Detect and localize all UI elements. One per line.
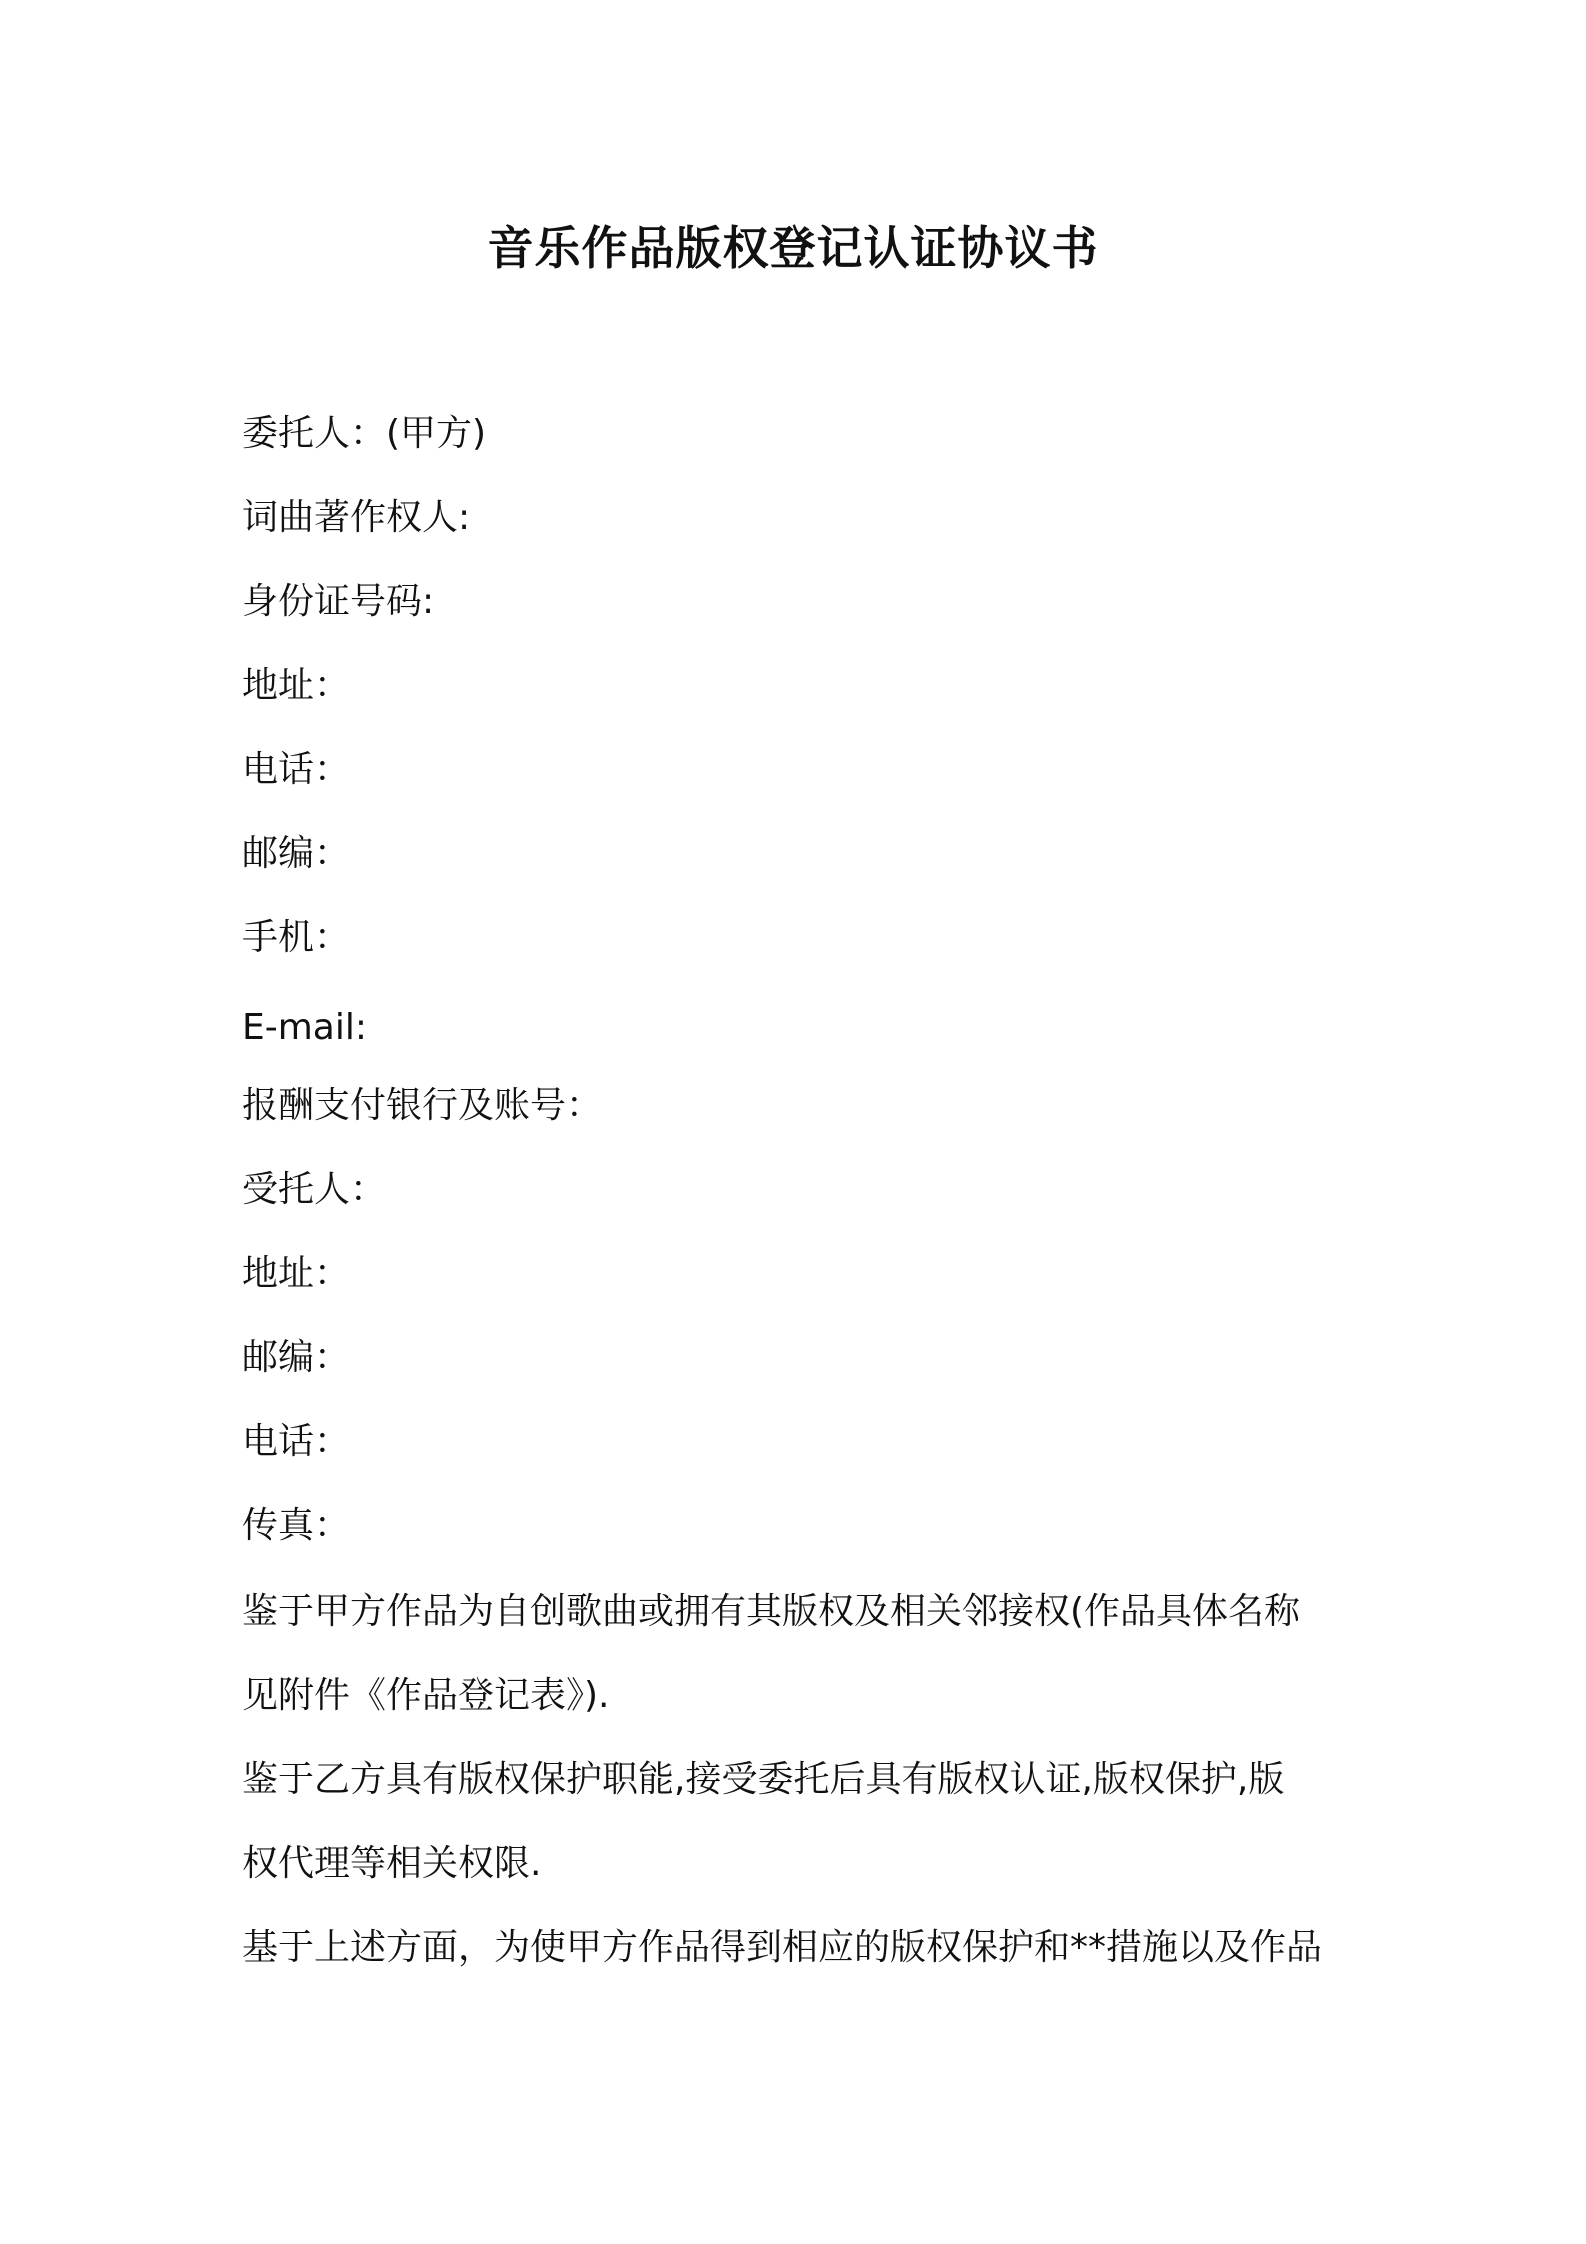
field-copyright-owner: 词曲著作权人: <box>242 497 471 538</box>
paragraph-line-4: 权代理等相关权限. <box>242 1843 542 1884</box>
field-trustee: 受托人： <box>242 1169 387 1210</box>
field-trustee-phone: 电话： <box>242 1421 351 1462</box>
field-address: 地址： <box>242 665 351 706</box>
paragraph-line-5: 基于上述方面，为使甲方作品得到相应的版权保护和**措施以及作品 <box>242 1927 1323 1968</box>
field-trustee-fax: 传真： <box>242 1505 351 1546</box>
field-trustee-address: 地址： <box>242 1253 351 1294</box>
field-phone: 电话： <box>242 749 351 790</box>
field-trustee-postcode: 邮编： <box>242 1337 351 1378</box>
document-title: 音乐作品版权登记认证协议书 <box>487 221 1099 275</box>
field-entrustor: 委托人：(甲方) <box>242 413 487 454</box>
field-id-number: 身份证号码: <box>242 581 435 622</box>
paragraph-line-3: 鉴于乙方具有版权保护职能,接受委托后具有版权认证,版权保护,版 <box>242 1759 1285 1800</box>
field-email: E-mail: <box>242 1007 367 1048</box>
field-bank-account: 报酬支付银行及账号： <box>242 1085 603 1126</box>
field-mobile: 手机： <box>242 917 351 958</box>
paragraph-line-1: 鉴于甲方作品为自创歌曲或拥有其版权及相关邻接权(作品具体名称 <box>242 1591 1301 1632</box>
paragraph-line-2: 见附件《作品登记表》). <box>242 1675 610 1716</box>
field-postcode: 邮编： <box>242 833 351 874</box>
